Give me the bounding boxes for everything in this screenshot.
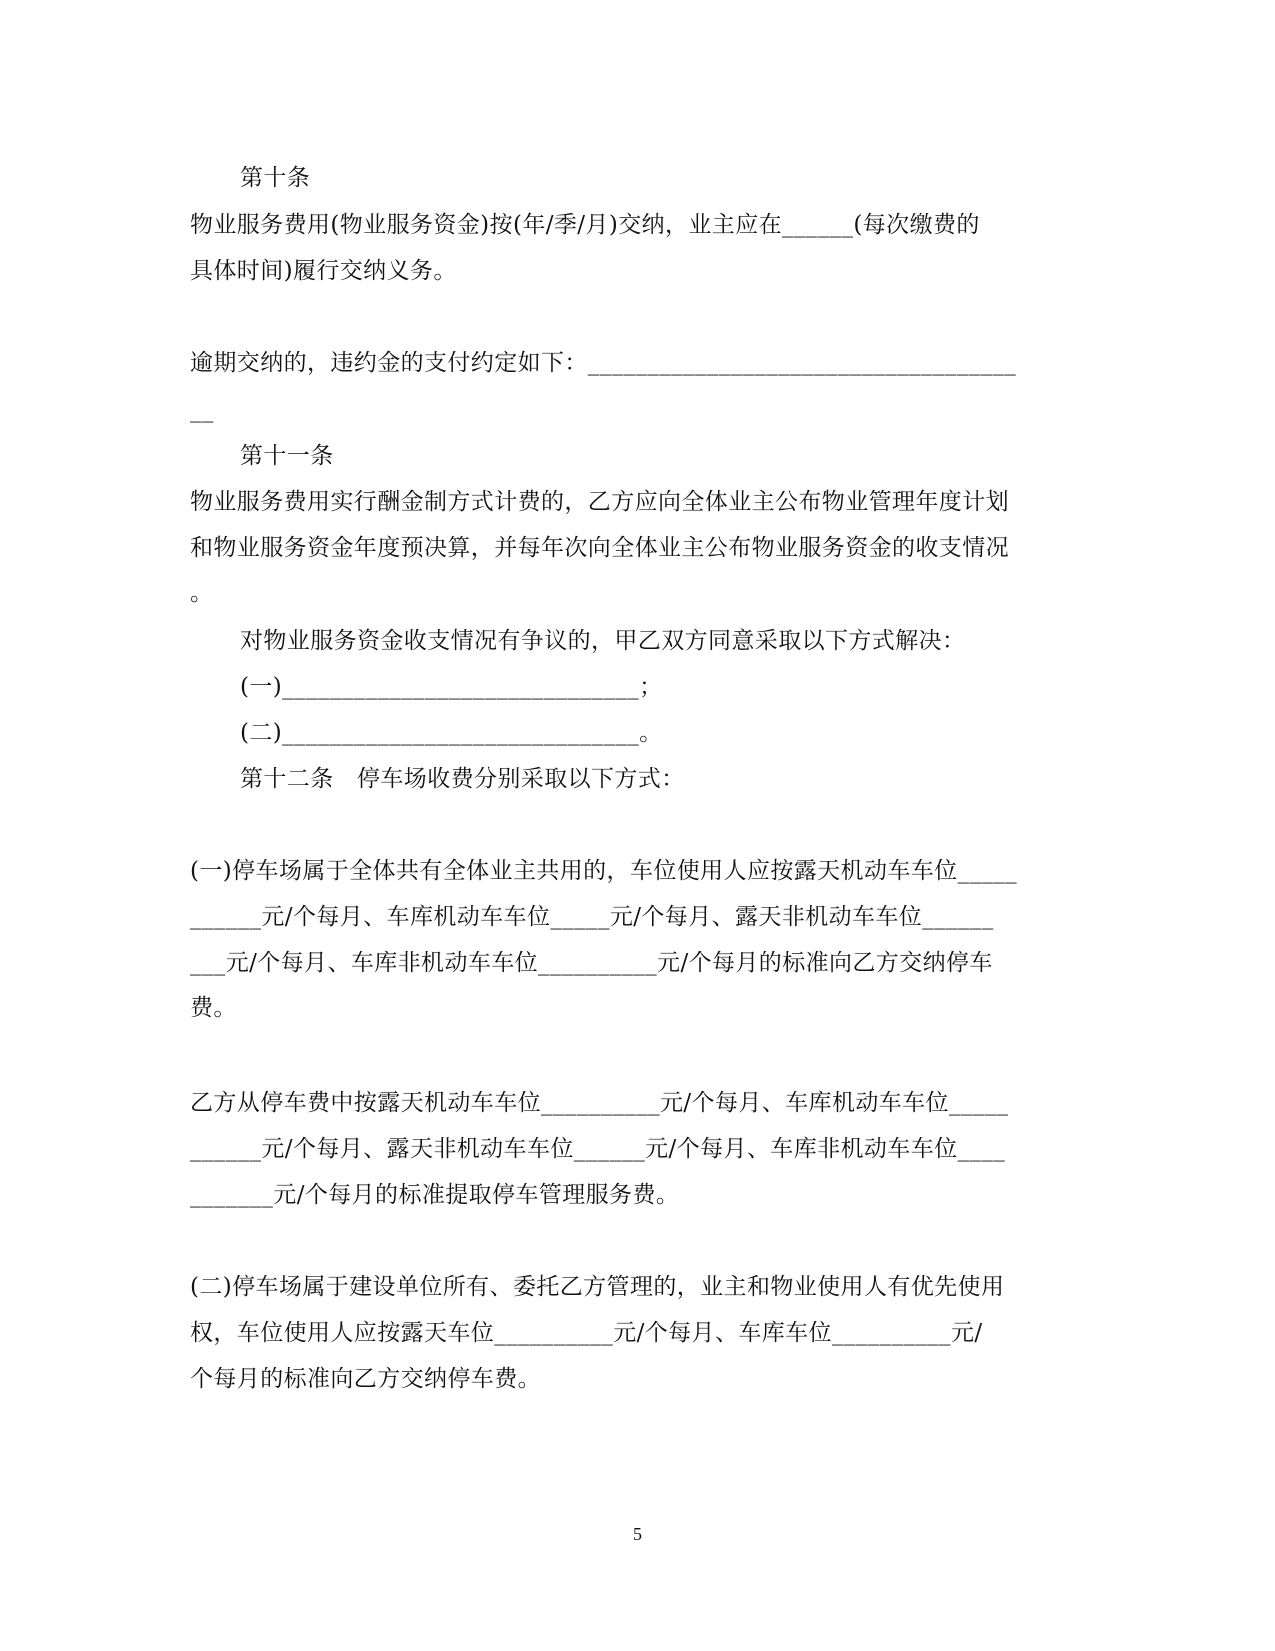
text-line: __ [190, 397, 214, 423]
text-line: 物业服务费用(物业服务资金)按(年/季/月)交纳，业主应在______(每次缴费的 [190, 212, 980, 238]
text-line: (一)停车场属于全体共有全体业主共用的，车位使用人应按露天机动车车位_____ [190, 858, 1018, 884]
text-line: ___元/个每月、车库非机动车车位__________元/个每月的标准向乙方交纳停车 [190, 950, 993, 976]
text-line: 乙方从停车费中按露天机动车车位__________元/个每月、车库机动车车位_____ [190, 1090, 1009, 1116]
text-line: 个每月的标准向乙方交纳停车费。 [190, 1366, 541, 1392]
list-item: (二)______________________________。 [240, 720, 663, 746]
article-10-heading: 第十条 [240, 165, 311, 191]
text-line: ______元/个每月、车库机动车车位_____元/个每月、露天非机动车车位______ [190, 904, 994, 930]
text-line: 权，车位使用人应按露天车位__________元/个每月、车库车位__________元/ [190, 1320, 983, 1346]
list-item: (一)______________________________； [240, 674, 663, 700]
text-line: 对物业服务资金收支情况有争议的，甲乙双方同意采取以下方式解决： [240, 628, 966, 654]
text-line: 物业服务费用实行酬金制方式计费的，乙方应向全体业主公布物业管理年度计划 [190, 489, 1009, 515]
text-line: 和物业服务资金年度预决算，并每年次向全体业主公布物业服务资金的收支情况 [190, 535, 1009, 561]
text-line: 逾期交纳的，违约金的支付约定如下：____________________________________ [190, 350, 1017, 376]
text-line: 费。 [190, 995, 237, 1021]
article-11-heading: 第十一条 [240, 443, 334, 469]
text-line: ______元/个每月、露天非机动车车位______元/个每月、车库非机动车车位____ [190, 1136, 1006, 1162]
text-line: (二)停车场属于建设单位所有、委托乙方管理的，业主和物业使用人有优先使用 [190, 1274, 1005, 1300]
text-line: 具体时间)履行交纳义务。 [190, 258, 457, 284]
page-number: 5 [633, 1524, 642, 1544]
text-line: 。 [190, 580, 214, 606]
text-line: _______元/个每月的标准提取停车管理服务费。 [190, 1182, 680, 1208]
article-12-heading: 第十二条 停车场收费分别采取以下方式： [240, 766, 685, 792]
